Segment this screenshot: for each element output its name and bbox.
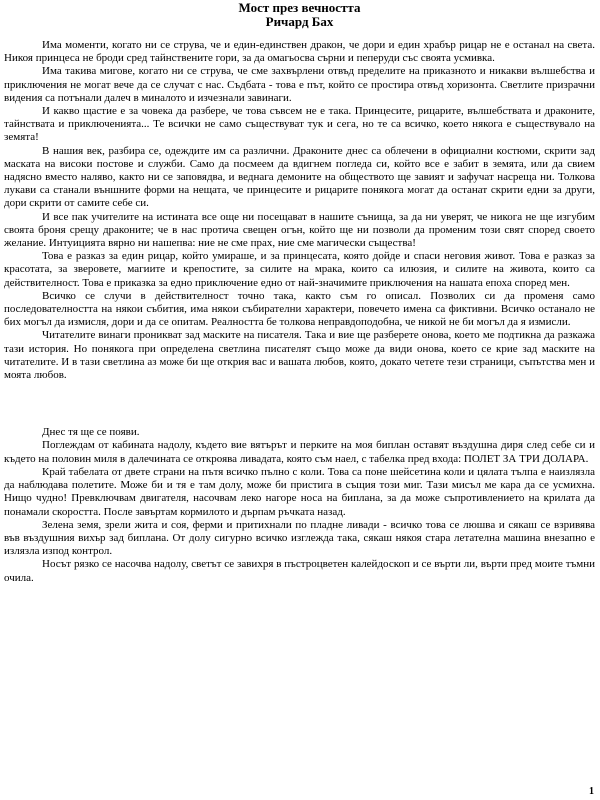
paragraph: И какво щастие е за човека да разбере, че това съвсем не е така. Принцесите, рицарите, вълшебствата и драконите, тайнствата и приключенията... Те всички не само съществуват тук и сега, но те са всичко, което някога е съществувало на земята!: [4, 105, 595, 144]
paragraph: И все пак учителите на истината все още ни посещават в нашите сънища, за да ни уверят, че никога не ще изгубим своята броня срещу драконите; че в нас протича свещен огън, който ще ни позволи да променим този свят според своето желание. Интуицията вярно ни нашепва: ние не сме прах, ние сме магически същества!: [4, 210, 595, 250]
section-story: [4, 426, 595, 584]
paragraph: Зелена земя, зрели жита и соя, ферми и притихнали по пладне ливади - всичко това се люшва и сякаш се взривява във въздушния вихър зад биплана. От долу сигурно всичко изглежда така, сякаш някоя стара летателна машина внезапно е излязла изпод контрол.: [4, 518, 595, 558]
paragraph: Носът рязко се насочва надолу, светът се завихря в пъстроцветен калейдоскоп и се върти ли, върти пред моите тъмни очила.: [4, 558, 595, 584]
section-gap: [4, 382, 595, 426]
paragraph: Има моменти, когато ни се струва, че и един-единствен дракон, че дори и един храбър рицар не е останал на света. Никоя принцеса не броди сред тайнствените гори, за да омагьосва сърни и пеперуди със своята усмивка.: [4, 39, 595, 65]
paragraph: Това е разказ за един рицар, който умираше, и за принцесата, която дойде и спаси неговия живот. Това е разказ за красотата, за зверовете, магиите и крепостите, за силите на мрака, които са илюзия, и силите на живота, които са действителност. Това е приказка за едно приключение едно от най-значимите приключения на нашата епоха според мен.: [4, 250, 595, 289]
section-preface: [4, 39, 595, 382]
document-title: Мост през вечността: [238, 0, 361, 15]
page-number: 1: [589, 785, 594, 797]
paragraph: Поглеждам от кабината надолу, където вие вятърът и перките на моя биплан оставят въздушна диря след себе си и където на половин миля в далечината се откроява ливадата, която съм наел, с табелка пред входа: ПОЛЕТ ЗА ТРИ ДОЛАРА.: [4, 439, 595, 465]
paragraph: В нашия век, разбира се, одеждите им са различни. Драконите днес са облечени в официални костюми, скрити зад маската на високи постове и служби. Само да посмеем да вдигнем погледа си, който все е забит в земята, или да свием надясно вместо наляво, както ни се заповядва, и веднага демоните на обществото ще завият и зафучат насреща ни. Толкова лукави са станали външните форми на нещата, че принцесите и рицарите понякога могат да останат скрити едни за други, дори скрити от самите себе си.: [4, 144, 595, 210]
paragraph: Край табелата от двете страни на пътя всичко пълно с коли. Това са поне шейсетина коли и цялата тълпа е наизлязла да наблюдава полетите. Може би и тя е там долу, може би пристига в същия този миг. Тази мисъл ме кара да се усмихна. Нищо чудно! Превключвам двигателя, насочвам леко нагоре носа на биплана, за да може съпротивлението на крилата да понамали скоростта. После завъртам кормилото и дърпам ръчката назад.: [4, 465, 595, 518]
document-author: Ричард Бах: [265, 14, 334, 29]
paragraph: Днес тя ще се появи.: [42, 426, 140, 439]
paragraph: Всичко се случи в действителност точно така, както съм го описал. Позволих си да променя само последователността на някои събития, има някои събирателни характери, повечето имена са фиктивни. Всичко останало не бих могъл да измисля, дори и да се опитам. Реалността бе толкова неправдоподобна, че никой не би могъл да я измисли.: [4, 289, 595, 329]
paragraph: Има такива мигове, когато ни се струва, че сме захвърлени отвъд пределите на приказното и никакви вълшебства и приключения не могат вече да се случат с нас. Съдбата - това е път, който се простира отвъд хоризонта. Светлите призрачни видения са потънали далеч в миналото и изчезнали завинаги.: [4, 65, 595, 104]
paragraph: Читателите винаги проникват зад маските на писателя. Така и вие ще разберете онова, което ме подтикна да разкажа тази история. Но понякога при определена светлина писателят също може да види онова, което се крие зад маските на читателите. И в тази светлина аз може би ще открия вас и вашата любов, която, докато четете тези страници, съпътства мен и моята любов.: [4, 329, 595, 382]
